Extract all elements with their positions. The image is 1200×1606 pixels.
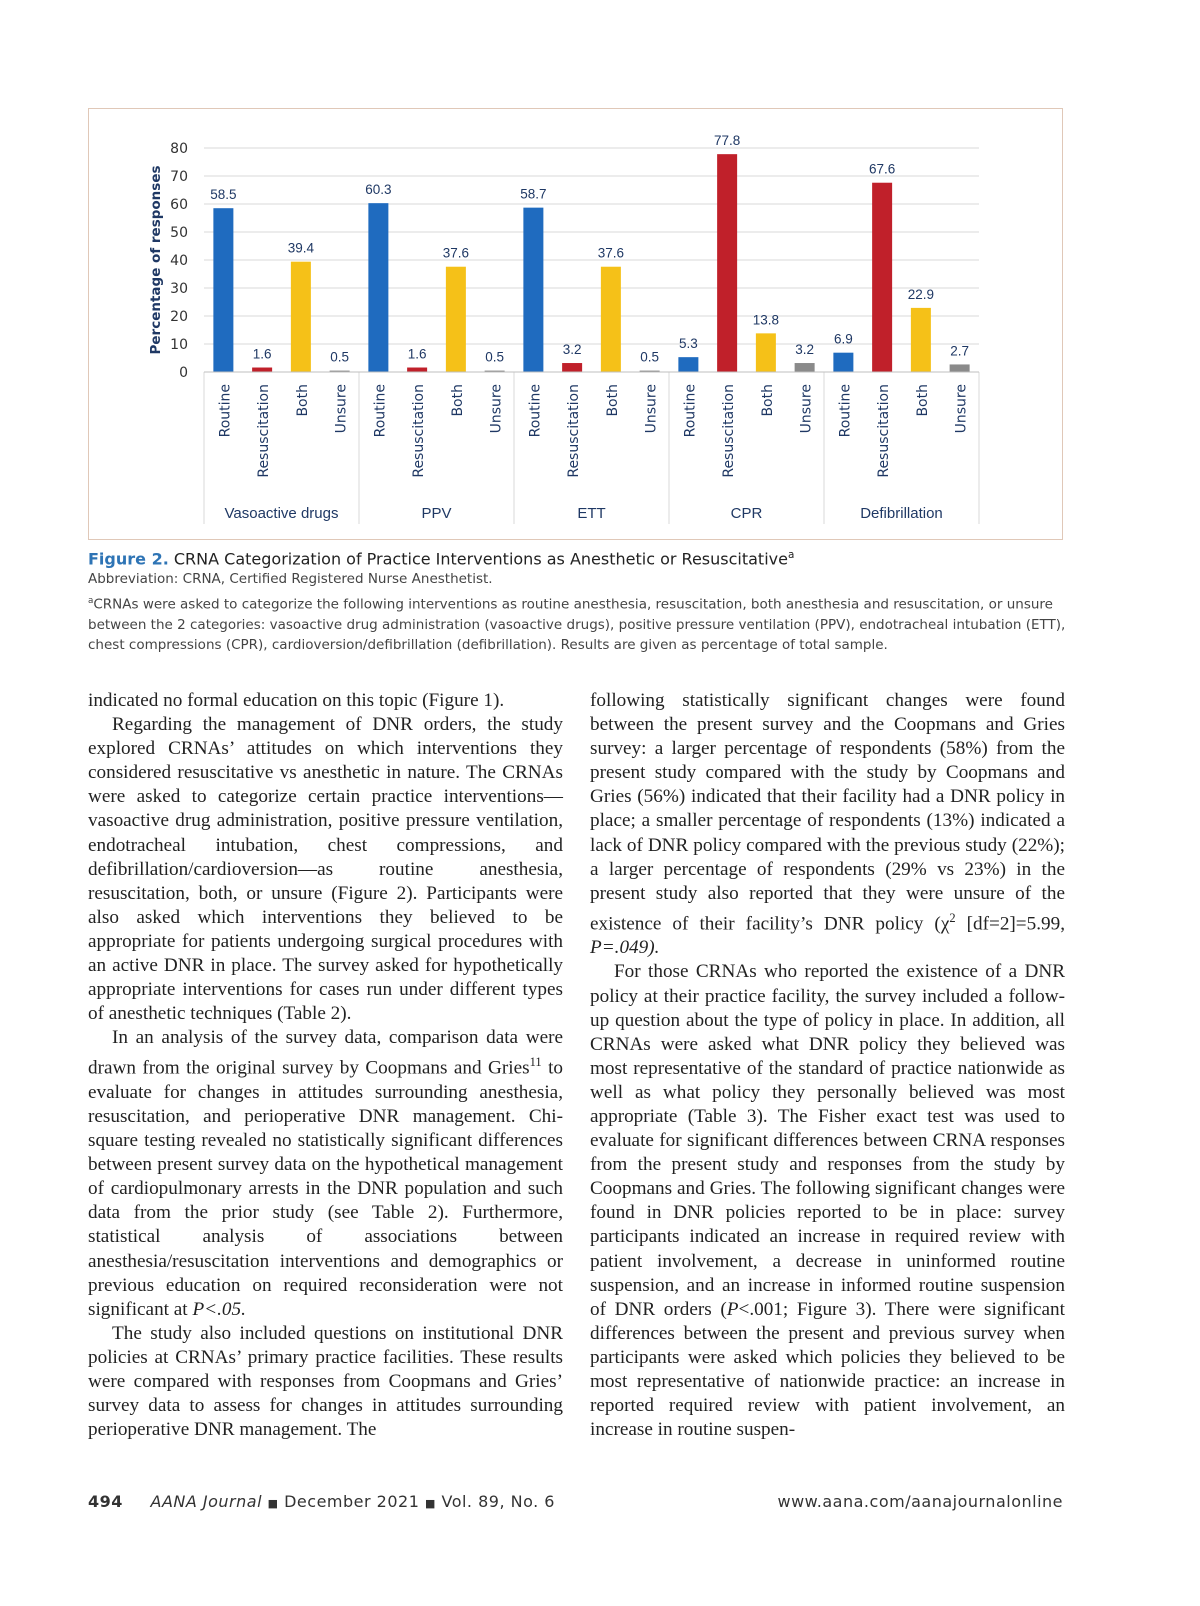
category-label: Resuscitation: [256, 384, 273, 478]
bar-unsure: [795, 363, 815, 372]
y-tick-label: 20: [170, 309, 188, 325]
bar-both: [291, 262, 311, 372]
y-tick-label: 0: [179, 365, 188, 381]
bar-routine: [833, 353, 853, 372]
bar-both: [756, 333, 776, 372]
issue-date: December 2021: [284, 1492, 420, 1511]
paragraph: Regarding the management of DNR orders, the study explored CRNAs’ attitudes on which interventions they considered resuscitative vs anesthetic in nature. The CRNAs were asked to categorize certain practice interventions—vasoactive drug administration, positive pressure ventilation, endotracheal intubation, chest compressions, and defibrillation/cardioversion—as routine anesthesia, resuscitation, both, or unsure (Figure 2). Participants were also asked which interventions they believed to be appropriate for patients undergoing surgical procedures with an active DNR in place. The survey asked for hypothetically appropriate interventions for cases run under different types of anesthetic techniques (Table 2).: [88, 714, 563, 1025]
bar-resuscitation: [717, 154, 737, 372]
data-label: 58.7: [520, 186, 547, 202]
bar-unsure: [950, 364, 970, 372]
group-label: Defibrillation: [860, 505, 943, 522]
bar-routine: [213, 208, 233, 372]
paragraph: [590, 689, 1065, 960]
category-label: Routine: [837, 384, 854, 438]
category-label: Routine: [217, 384, 234, 438]
text: to evaluate for changes in attitudes surrounding anesthesia, resuscitation, and perioperative DNR management. Chi-square testing revealed no statistically significant differences between present survey data on the hypothetical management of cardiopulmonary arrests in the DNR population and such data from the prior study (see Table 2). Furthermore, statistical analysis of associations between anesthesia/resuscitation interventions and demographics or previous education on required reconsideration were not significant at: [88, 1057, 564, 1320]
bar-both: [446, 267, 466, 372]
category-label: Routine: [372, 384, 389, 438]
bar-resuscitation: [252, 368, 272, 372]
y-tick-label: 50: [170, 225, 188, 241]
figure-title: CRNA Categorization of Practice Interventions as Anesthetic or Resuscitative: [173, 549, 788, 569]
text: For those CRNAs who reported the existence of a DNR policy at their practice facility, the survey included a follow-up question about the type of policy in place. In addition, all CRNAs were asked what DNR policy they believed was most representative of the standard of practice nationwide as well as what policy they personally believed was most appropriate (Table 3). The Fisher exact test was used to evaluate for significant differences between CRNA responses from the present study and responses from the study by Coopmans and Gries. The following significant changes were found in DNR policies reported to be in place: survey participants indicated an increase in required review with patient involvement, a decrease in uninformed routine suspension, and an increase in informed routine suspension of DNR orders (: [590, 961, 1065, 1320]
category-label: Unsure: [333, 384, 350, 434]
bar-resuscitation: [872, 183, 892, 372]
data-label: 1.6: [252, 346, 272, 362]
category-label: Both: [759, 384, 776, 417]
category-label: Both: [914, 384, 931, 417]
group-label: PPV: [421, 505, 452, 522]
journal-name: AANA Journal: [150, 1492, 263, 1511]
category-label: Resuscitation: [876, 384, 893, 478]
body-column-left: [88, 689, 563, 1442]
footnote-marker: a: [88, 596, 94, 606]
paragraph: [88, 1026, 563, 1322]
category-label: Routine: [527, 384, 544, 438]
data-label: 0.5: [485, 349, 505, 365]
figure-footnote: [88, 591, 1068, 655]
y-tick-label: 40: [170, 253, 188, 269]
text: <.001; Figure 3). There were significant differences between the present and previous survey when participants were asked which policies they believed to be most representative of nationwide practice: an increase in reported required review with patient involvement, an increase in routine suspen-: [590, 1298, 1065, 1441]
data-label: 37.6: [597, 245, 625, 261]
data-label: 3.2: [795, 342, 815, 358]
superscript: 2: [949, 910, 956, 925]
group-label: Vasoactive drugs: [224, 505, 339, 522]
separator: ■: [267, 1497, 279, 1510]
y-tick-label: 10: [170, 337, 188, 353]
y-tick-label: 70: [170, 169, 188, 185]
category-label: Unsure: [953, 384, 970, 434]
y-tick-label: 30: [170, 281, 188, 297]
data-label: 5.3: [678, 336, 698, 352]
data-label: 3.2: [562, 342, 582, 358]
data-label: 0.5: [330, 349, 350, 365]
text: P=.049).: [590, 937, 660, 959]
bar-both: [911, 308, 931, 372]
category-label: Resuscitation: [721, 384, 738, 478]
group-label: CPR: [730, 505, 763, 522]
journal-url[interactable]: www.aana.com/aanajournalonline: [777, 1492, 1063, 1511]
page-number: 494: [88, 1492, 123, 1511]
category-label: Unsure: [643, 384, 660, 434]
bar-routine: [678, 357, 698, 372]
bar-routine: [368, 203, 388, 372]
category-label: Unsure: [488, 384, 505, 434]
body-column-right: [590, 689, 1065, 1442]
figure-abbreviation: Abbreviation: CRNA, Certified Registered Nurse Anesthetist.: [88, 571, 493, 587]
text: In an analysis of the survey data, comparison data were drawn from the original survey by Coopmans and Gries: [88, 1027, 563, 1079]
bar-chart: [89, 109, 1064, 541]
paragraph: indicated no formal education on this topic (Figure 1).: [88, 690, 505, 711]
reference-marker: 11: [529, 1055, 542, 1070]
category-label: Unsure: [798, 384, 815, 434]
bar-routine: [523, 208, 543, 372]
data-label: 13.8: [752, 312, 780, 328]
bar-resuscitation: [562, 363, 582, 372]
footnote-marker: a: [787, 549, 795, 561]
data-label: 58.5: [210, 187, 237, 203]
data-label: 0.5: [640, 349, 660, 365]
paragraph: [590, 960, 1065, 1442]
category-label: Resuscitation: [566, 384, 583, 478]
paragraph: The study also included questions on institutional DNR policies at CRNAs’ primary practice facilities. These results were compared with responses from Coopmans and Gries’ survey data to assess for changes in attitudes surrounding perioperative DNR management. The: [88, 1322, 563, 1441]
footnote-text: CRNAs were asked to categorize the following interventions as routine anesthesia, resuscitation, both anesthesia and resuscitation, or unsure between the 2 categories: vasoactive drug administration (vasoactive drugs), positive pressure ventilation (PPV), endotracheal intubation (ETT), chest compressions (CPR), cardioversion/defibrillation (defibrillation). Results are given as percentage of total sample.: [88, 596, 1066, 653]
data-label: 22.9: [907, 286, 935, 302]
page-footer: [88, 1492, 1063, 1511]
category-label: Both: [449, 384, 466, 417]
text: [df=2]=5.99,: [955, 913, 1066, 935]
y-axis-label: Percentage of responses: [148, 165, 164, 355]
data-label: 6.9: [833, 331, 853, 347]
text: P<.05.: [192, 1298, 246, 1320]
text: following statistically significant changes were found between the present survey and the Coopmans and Gries survey: a larger percentage of respondents (58%) from the present study compared with the study by Coopmans and Gries (56%) indicated that their facility had a DNR policy in place; a smaller percentage of respondents (13%) indicated a lack of DNR policy compared with the previous study (22%); a larger percentage of respondents (29% vs 23%) in the present study also reported that they were unsure of the existence of their facility’s DNR policy (χ: [590, 690, 1065, 935]
group-label: ETT: [577, 505, 606, 522]
data-label: 1.6: [407, 346, 427, 362]
figure-label: Figure 2.: [88, 549, 169, 569]
figure-2-frame: [88, 108, 1063, 540]
text: P: [726, 1298, 739, 1320]
data-label: 39.4: [287, 240, 315, 256]
y-tick-label: 60: [170, 197, 188, 213]
category-label: Routine: [682, 384, 699, 438]
figure-caption-title: [88, 549, 1068, 568]
bar-resuscitation: [407, 368, 427, 372]
category-label: Both: [604, 384, 621, 417]
data-label: 2.7: [950, 343, 970, 359]
bar-both: [601, 267, 621, 372]
data-label: 77.8: [713, 133, 741, 149]
category-label: Resuscitation: [411, 384, 428, 478]
volume: Vol. 89, No. 6: [441, 1492, 555, 1511]
category-label: Both: [294, 384, 311, 417]
y-tick-label: 80: [170, 141, 188, 157]
data-label: 60.3: [365, 182, 392, 198]
separator: ■: [424, 1497, 436, 1510]
data-label: 67.6: [868, 161, 896, 177]
data-label: 37.6: [442, 245, 470, 261]
